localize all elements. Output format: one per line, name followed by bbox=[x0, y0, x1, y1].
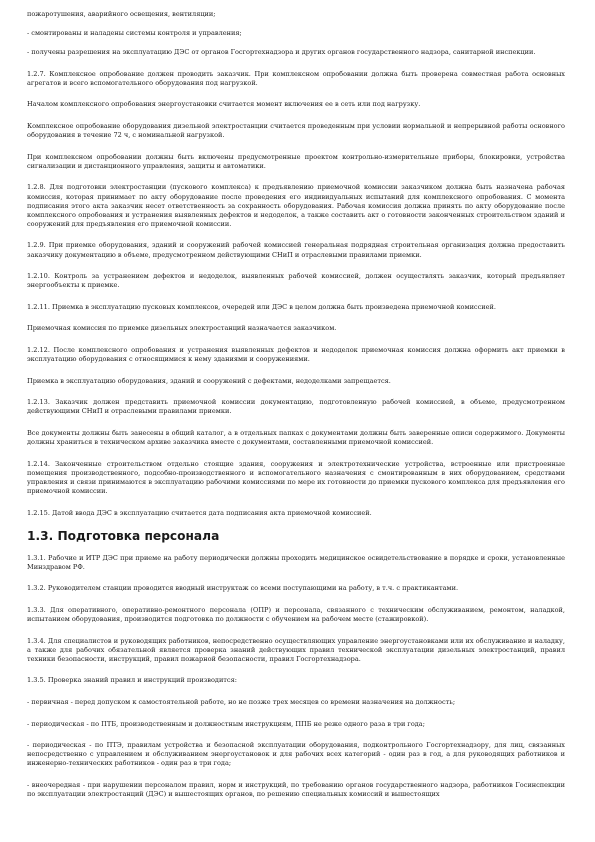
paragraph: Все документы должны быть занесены в общий каталог, а в отдельных папках с документами должны быть заверенные описи содержимого. Документы должны храниться в техническом архиве заказчика вместе с документами, составленными приемочной комиссией. bbox=[27, 428, 565, 447]
paragraph: - периодическая - по ПТЭ, правилам устройства и безопасной эксплуатации оборудования, подконтрольного Госгортехнадзору, для лиц, связанных непосредственно с управлением и обслуживанием энергоустановок и для рабочих всех категорий - один раз в год, а для руководящих работников и инженерно-технических работников - один раз в три года; bbox=[27, 741, 565, 768]
paragraph: Приемка в эксплуатацию оборудования, зданий и сооружений с дефектами, недоделками запрещается. bbox=[27, 376, 391, 385]
paragraph: 1.2.9. При приемке оборудования, зданий и сооружений рабочей комиссией генеральная подрядная строительная организация должна предоставить заказчику документацию в объеме, предусмотренном действующими СНиП и отраслевыми правилами приемки. bbox=[27, 241, 565, 259]
paragraph: 1.3.1. Рабочие и ИТР ДЭС при приеме на работу периодически должны проходить медицинское освидетельствование в порядке и сроки, установленные Минздравом РФ. bbox=[27, 553, 565, 571]
paragraph: 1.3.2. Руководителем станции проводится вводный инструктаж со всеми поступающими на работу, в т.ч. с практикантами. bbox=[27, 584, 459, 593]
paragraph: 1.2.8. Для подготовки электростанции (пускового комплекса) к предъявлению приемочной комиссии заказчиком должна быть назначена рабочая комиссия, которая принимает по акту оборудование после проведения его индивидуальных испытаний для комплексного опробования. С момента подписания этого акта заказчик несет ответственность за сохранность оборудования. Рабочая комиссия должна принять по акту оборудование после комплексного опробования и устранения выявленных дефектов и недоделок, а также составить акт о готовности законченных строительством зданий и сооружений для предъявления его приемочной комиссии. bbox=[27, 183, 565, 228]
paragraph: - получены разрешения на эксплуатацию ДЭС от органов Госгортехнадзора и других органов государственного надзора, санитарной инспекции. bbox=[27, 48, 536, 57]
paragraph: При комплексном опробовании должны быть включены предусмотренные проектом контрольно-измерительные приборы, блокировки, устройства сигнализации и дистанционного управления, защиты и автоматики. bbox=[27, 152, 565, 170]
paragraph: 1.2.14. Законченные строительством отдельно стоящие здания, сооружения и электротехнические устройства, встроенные или пристроенные помещения производственного, подсобно-производственного и вспомогательного назначения с смонтированным в них оборудованием, средствами управления и связи принимаются в эксплуатацию рабочими комиссиями по мере их готовности до приемки пускового комплекса для предъявления его приемочной комиссии. bbox=[27, 459, 565, 495]
paragraph: - периодическая - по ПТБ, производственным и должностным инструкциям, ППБ не реже одного раза в три года; bbox=[27, 719, 425, 728]
paragraph: 1.2.10. Контроль за устранением дефектов и недоделок, выявленных рабочей комиссией, должен осуществлять заказчик, который предъявляет энергообъекты к приемке. bbox=[27, 272, 565, 290]
paragraph: 1.3.4. Для специалистов и руководящих работников, непосредственно осуществляющих управление энергоустановками или их обслуживание и наладку, а также для рабочих обязательной является проверка знаний действующих правил технической эксплуатации дизельных электростанций, правил техники безопасности, инструкций, правил пожарной безопасности, правил Госгортехнадзора. bbox=[27, 636, 565, 663]
paragraph: Комплексное опробование оборудования дизельной электростанции считается проведенным при условии нормальной и непрерывной работы основного оборудования в течение 72 ч, с номинальной нагрузкой. bbox=[27, 122, 565, 140]
paragraph: 1.2.12. После комплексного опробования и устранения выявленных дефектов и недоделок приемочная комиссия должна оформить акт приемки в эксплуатацию оборудования с относящимися к нему зданиями и сооружениями. bbox=[27, 345, 565, 364]
paragraph: 1.3.3. Для оперативного, оперативно-ремонтного персонала (ОПР) и персонала, связанного с техническим обслуживанием, ремонтом, наладкой, испытанием оборудования, производится подготовка по должности с обучением на рабочем месте (стажировкой). bbox=[27, 605, 565, 623]
paragraph: - первичная - перед допуском к самостоятельной работе, но не позже трех месяцев со времени назначения на должность; bbox=[27, 697, 456, 706]
paragraph: Началом комплексного опробования энергоустановки считается момент включения ее в сеть или под нагрузку. bbox=[27, 100, 421, 109]
paragraph: - смонтированы и наладены системы контроля и управления; bbox=[27, 29, 242, 38]
paragraph: 1.3.5. Проверка знаний правил и инструкций производится: bbox=[27, 676, 237, 685]
paragraph: Приемочная комиссия по приемке дизельных электростанций назначается заказчиком. bbox=[27, 324, 337, 333]
paragraph: 1.2.7. Комплексное опробование должен проводить заказчик. При комплексном опробовании должна быть проверена совместная работа основных агрегатов и всего вспомогательного оборудования под нагрузкой. bbox=[27, 69, 565, 87]
paragraph: 1.2.13. Заказчик должен представить приемочной комиссии документацию, подготовленную рабочей комиссией, в объеме, предусмотренном действующими СНиП и отраслевыми правилами приемки. bbox=[27, 398, 565, 416]
paragraph: пожаротушения, аварийного освещения, вентиляции; bbox=[27, 10, 216, 18]
paragraph: - внеочередная - при нарушении персоналом правил, норм и инструкций, по требованию органов государственного надзора, работников Госинспекции по эксплуатации электростанций (ДЭС) и вышестоящих органов, по решению специальных комиссий и вышестоящих bbox=[27, 780, 565, 798]
section-heading: 1.3. Подготовка персонала bbox=[27, 528, 220, 543]
paragraph: 1.2.11. Приемка в эксплуатацию пусковых комплексов, очередей или ДЭС в целом должна быть произведена приемочной комиссией. bbox=[27, 302, 496, 311]
paragraph: 1.2.15. Датой ввода ДЭС в эксплуатацию считается дата подписания акта приемочной комиссией. bbox=[27, 508, 372, 517]
